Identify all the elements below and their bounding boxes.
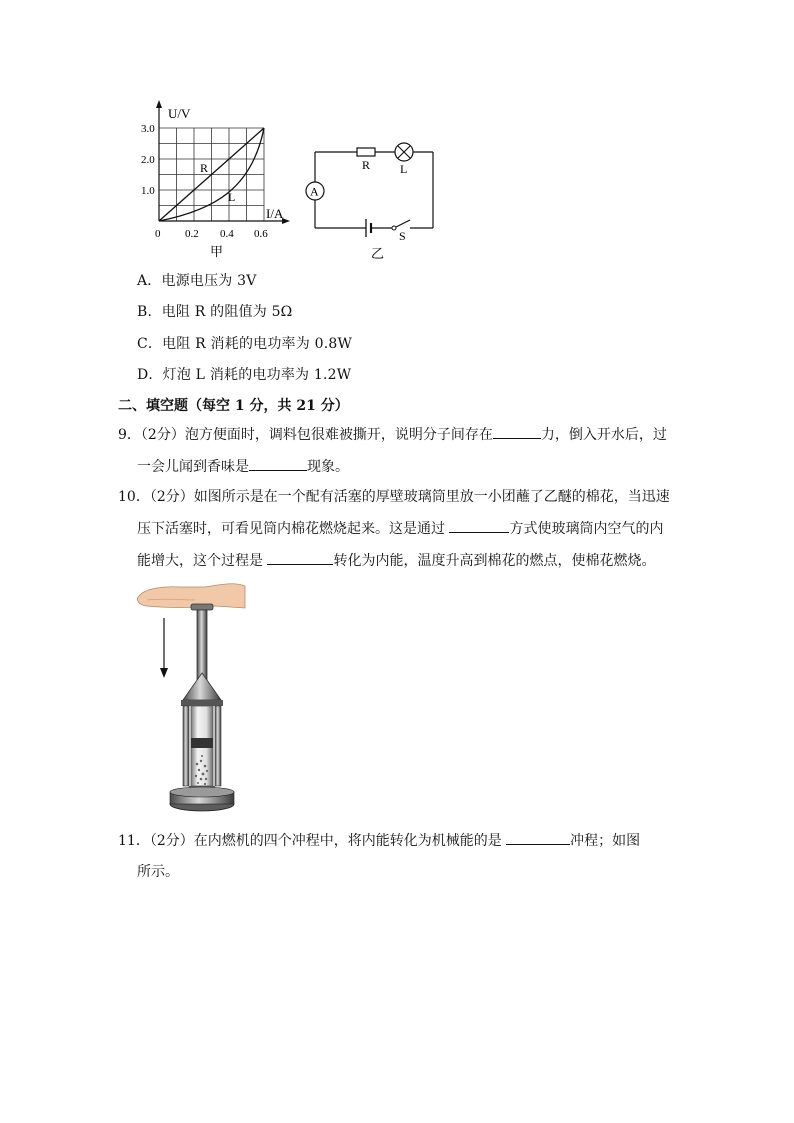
y-axis-arrow	[156, 100, 162, 108]
figure-jia-caption: 甲	[210, 244, 224, 259]
q10-blank-2	[267, 550, 333, 565]
circuit-diagram	[300, 135, 440, 265]
q9-text-1b: 力，倒入开水后，过	[540, 427, 667, 443]
q11-blank-1	[506, 830, 570, 845]
y-tick-1: 1.0	[141, 185, 155, 197]
lamp-symbol	[395, 143, 413, 161]
q9-blank-1	[493, 424, 541, 439]
q9-line1	[118, 424, 667, 445]
u-i-graph	[140, 98, 300, 263]
y-tick-3: 3.0	[141, 123, 155, 135]
curve-l-label: L	[228, 190, 236, 204]
q9-blank-2	[249, 456, 307, 471]
q9-text-2b: 现象。	[307, 459, 349, 475]
q10-text-2a: 压下活塞时，可看见筒内棉花燃烧起来。这是通过	[137, 521, 450, 537]
q10-text-2b: 方式使玻璃筒内空气的内	[509, 521, 664, 537]
fire-syringe-figure	[135, 578, 250, 820]
q11-line2: 所示。	[137, 864, 179, 880]
q10-blank-1	[449, 518, 509, 533]
q10-line3	[137, 550, 655, 571]
figure-yi-caption: 乙	[371, 246, 385, 261]
y-axis-label: U/V	[168, 106, 191, 121]
resistor-label: R	[362, 158, 371, 172]
option-b: B．电阻 R 的阻值为 5Ω	[137, 304, 293, 320]
option-d: D．灯泡 L 消耗的电功率为 1.2W	[137, 367, 352, 383]
x-tick-06: 0.6	[254, 228, 268, 240]
q9-text-1a: 9．（2分）泡方便面时，调料包很难被撕开，说明分子间存在	[118, 427, 493, 443]
q11-text-1a: 11．（2分）在内燃机的四个冲程中，将内能转化为机械能的是	[118, 833, 507, 849]
q10-line2	[137, 518, 663, 539]
ammeter-label: A	[310, 184, 319, 199]
option-a: A．电源电压为 3V	[137, 273, 257, 289]
switch-label: S	[399, 229, 406, 243]
lamp-label: L	[400, 162, 408, 176]
y-tick-2: 2.0	[141, 154, 155, 166]
battery-symbol	[366, 219, 371, 237]
q10-line1: 10．（2分）如图所示是在一个配有活塞的厚壁玻璃筒里放一小团蘸了乙醚的棉花，当迅速	[118, 489, 670, 505]
q9-line2	[137, 456, 349, 477]
x-tick-04: 0.4	[220, 228, 234, 240]
x-tick-0: 0	[155, 228, 161, 240]
x-tick-02: 0.2	[185, 228, 199, 240]
piston-head	[191, 738, 213, 748]
x-axis-label: I/A	[266, 206, 284, 221]
q9-text-2a: 一会儿闻到香味是	[137, 459, 249, 475]
curve-r-label: R	[200, 161, 209, 175]
q10-text-3b: 转化为内能，温度升高到棉花的燃点，使棉花燃烧。	[333, 553, 656, 569]
section-title: 二、填空题（每空 1 分，共 21 分）	[118, 398, 349, 414]
resistor-symbol	[357, 148, 375, 156]
q10-text-3a: 能增大，这个过程是	[137, 553, 268, 569]
option-c: C．电阻 R 消耗的电功率为 0.8W	[137, 336, 353, 352]
q11-line1	[118, 830, 640, 851]
q11-text-1b: 冲程；如图	[570, 833, 641, 849]
